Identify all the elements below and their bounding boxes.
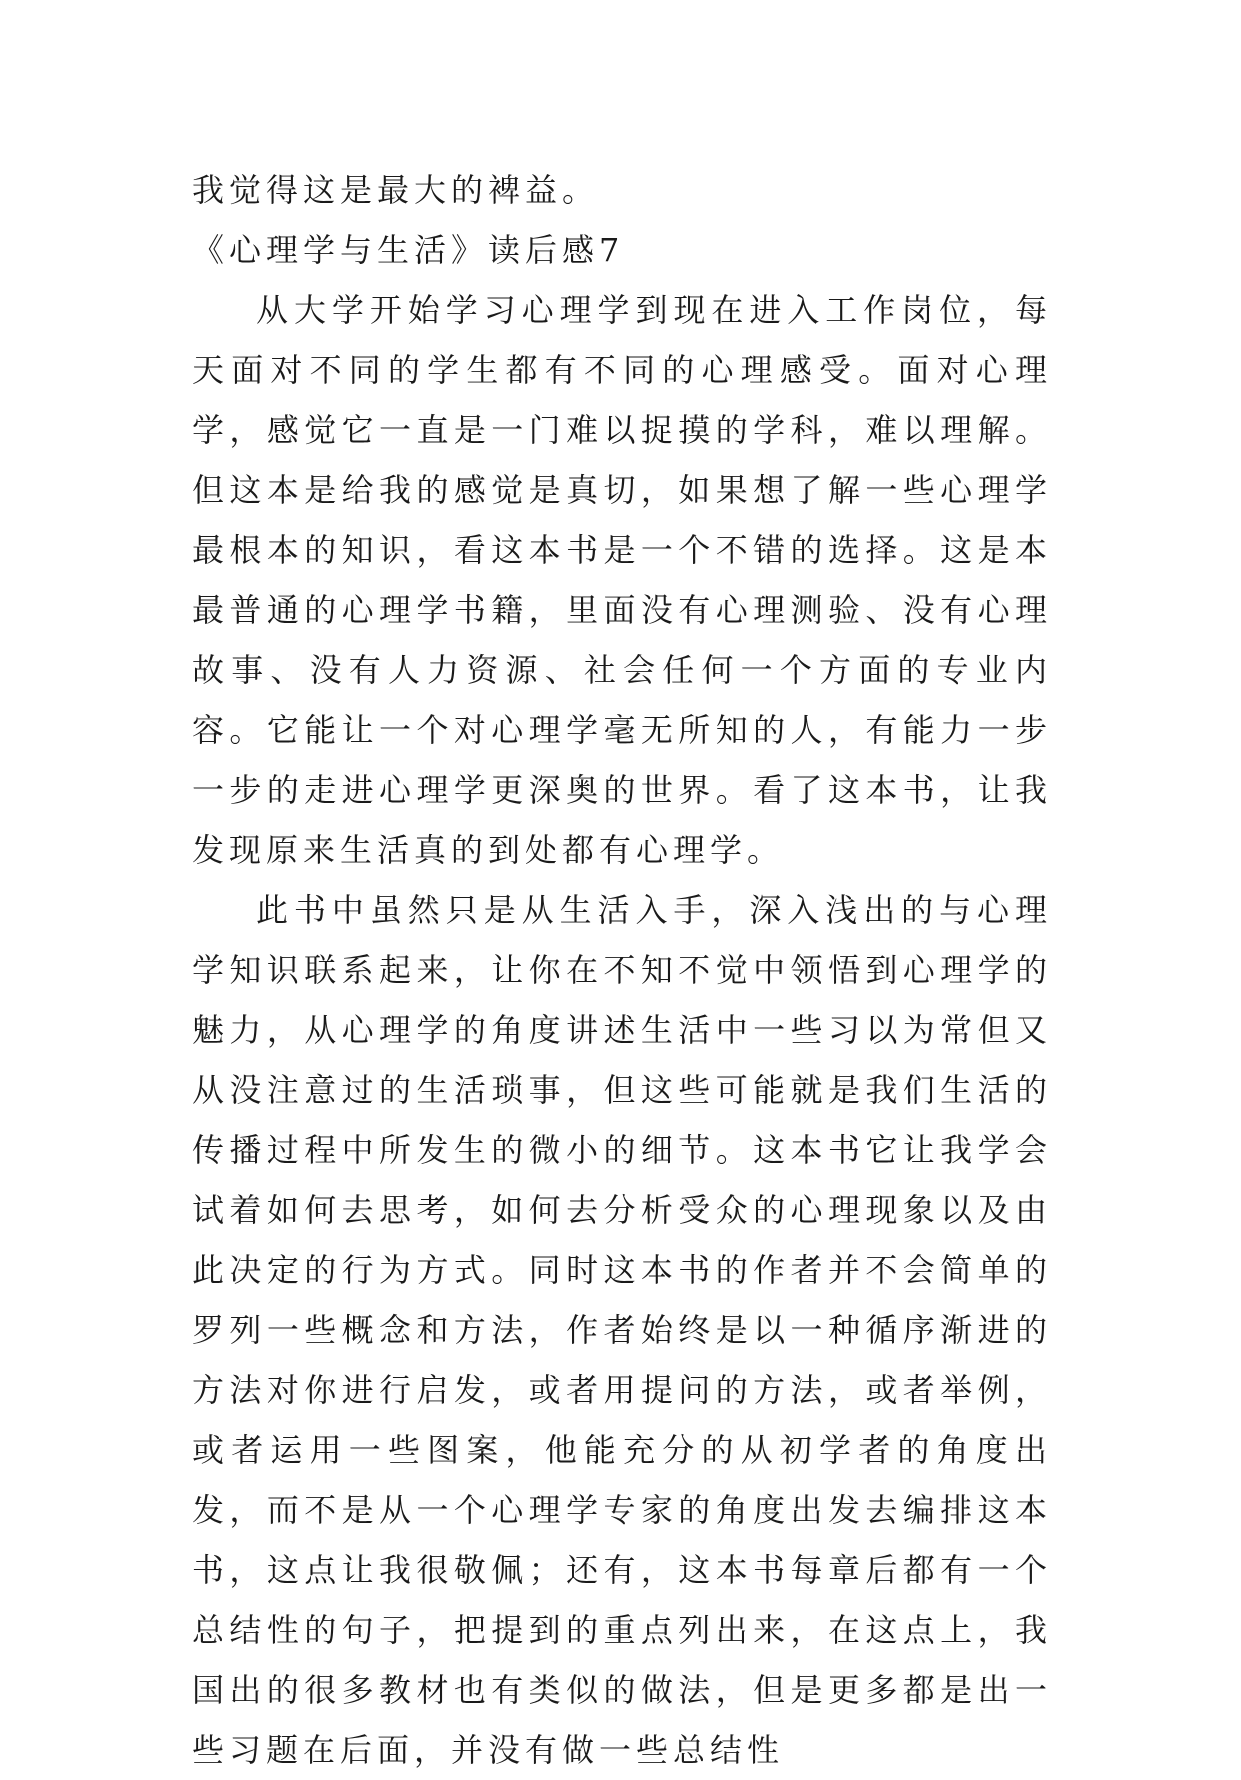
paragraph-2: 此书中虽然只是从生活入手，深入浅出的与心理学知识联系起来，让你在不知不觉中领悟到心理学的魅力，从心理学的角度讲述生活中一些习以为常但又从没注意过的生活琐事，但这些可能就是我们生活的传播过程中所发生的微小的细节。这本书它让我学会试着如何去思考，如何去分析受众的心理现象以及由此决定的行为方式。同时这本书的作者并不会简单的罗列一些概念和方法，作者始终是以一种循序渐进的方法对你进行启发，或者用提问的方法，或者举例，或者运用一些图案，他能充分的从初学者的角度出发，而不是从一个心理学专家的角度出发去编排这本书，这点让我很敬佩；还有，这本书每章后都有一个总结性的句子，把提到的重点列出来，在这点上，我国出的很多教材也有类似的做法，但是更多都是出一些习题在后面，并没有做一些总结性 [192,891,1052,1769]
paragraph-1: 从大学开始学习心理学到现在进入工作岗位，每天面对不同的学生都有不同的心理感受。面对心理学，感觉它一直是一门难以捉摸的学科，难以理解。但这本是给我的感觉是真切，如果想了解一些心理学最根本的知识，看这本书是一个不错的选择。这是本最普通的心理学书籍，里面没有心理测验、没有心理故事、没有人力资源、社会任何一个方面的专业内容。它能让一个对心理学毫无所知的人，有能力一步一步的走进心理学更深奥的世界。看了这本书，让我发现原来生活真的到处都有心理学。 [192,291,1052,869]
essay-heading: 《心理学与生活》读后感7 [192,231,625,269]
lead-line: 我觉得这是最大的裨益。 [192,171,600,209]
document-body [192,160,1052,1780]
